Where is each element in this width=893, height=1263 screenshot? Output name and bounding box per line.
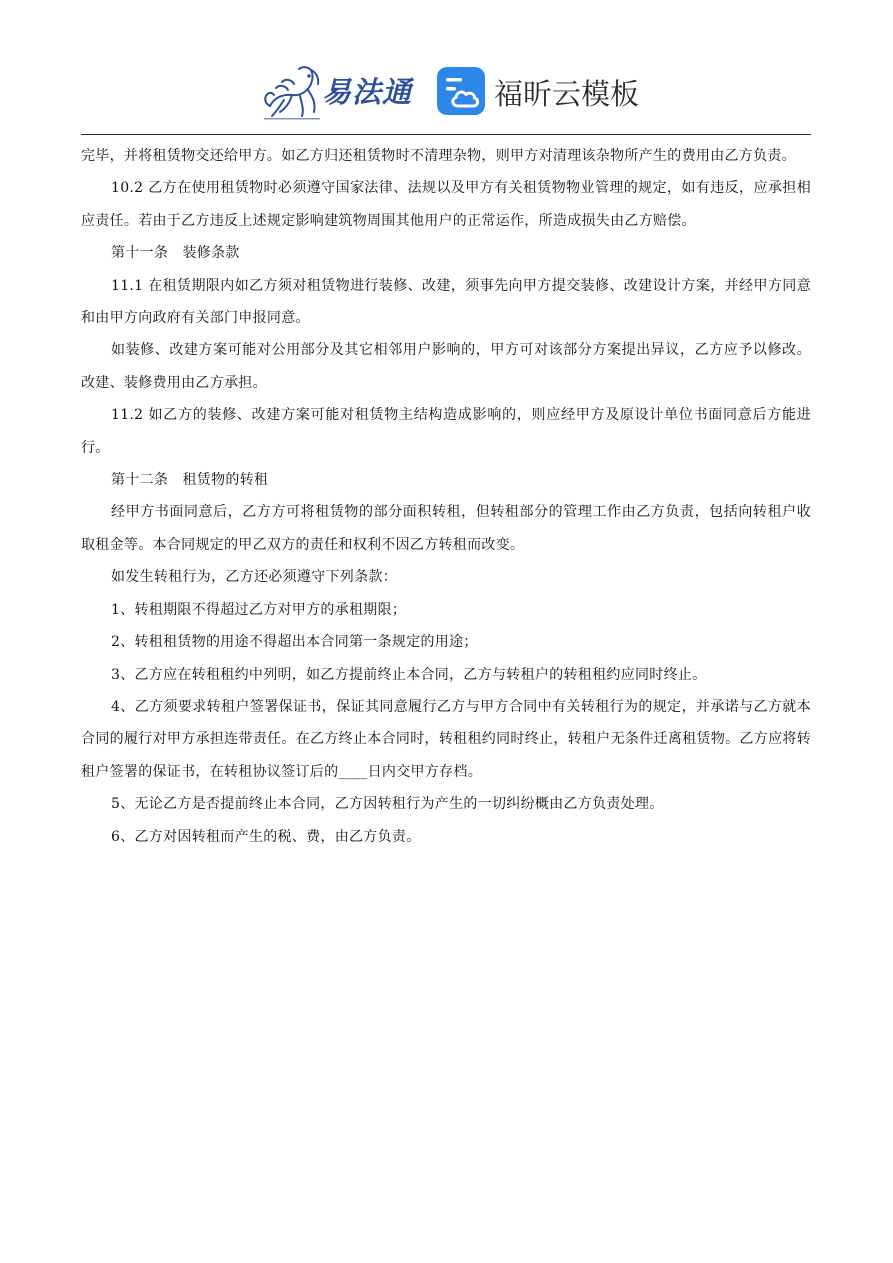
list-item: 3、乙方应在转租租约中列明，如乙方提前终止本合同，乙方与转租户的转租租约应同时终止。 [111,666,707,683]
paragraph: 完毕，并将租赁物交还给甲方。如乙方归还租赁物时不清理杂物，则甲方对清理该杂物所产生的费用由乙方负责。 [81,148,796,164]
paragraph: 10.2 乙方在使用租赁物时必须遵守国家法律、法规以及甲方有关租赁物物业管理的规定，如有违反，应承担相应责任。若由于乙方违反上述规定影响建筑物周围其他用户的正常运作，所造成损失由乙方赔偿。 [81,180,811,229]
list-item: 4、乙方须要求转租户签署保证书，保证其同意履行乙方与甲方合同中有关转租行为的规定，并承诺与乙方就本合同的履行对甲方承担连带责任。在乙方终止本合同时，转租租约同时终止，转租户无条件迁离租赁物。乙方应将转租户签署的保证书，在转租协议签订后的____日内交甲方存档。 [81,698,811,780]
list-item: 5、无论乙方是否提前终止本合同，乙方因转租行为产生的一切纠纷概由乙方负责处理。 [111,796,664,813]
section-heading: 第十二条 租赁物的转租 [111,472,269,489]
list-item: 6、乙方对因转租而产生的税、费，由乙方负责。 [111,828,421,845]
paragraph: 11.2 如乙方的装修、改建方案可能对租赁物主结构造成影响的，则应经甲方及原设计单位书面同意后方能进行。 [81,407,811,456]
paragraph: 11.1 在租赁期限内如乙方须对租赁物进行装修、改建，须事先向甲方提交装修、改建设计方案，并经甲方同意和由甲方向政府有关部门申报同意。 [81,277,811,327]
brand-foxit-template-label: 福昕云模板 [494,77,640,111]
page-header [0,0,893,136]
paragraph: 经甲方书面同意后，乙方方可将租赁物的部分面积转租，但转租部分的管理工作由乙方负责，包括向转租户收取租金等。本合同规定的甲乙双方的责任和权利不因乙方转租而改变。 [81,504,811,553]
brand-yifatong-label: 易法通 [322,75,413,109]
list-item: 2、转租租赁物的用途不得超出本合同第一条规定的用途； [111,634,478,651]
paragraph: 如发生转租行为，乙方还必须遵守下列条款： [111,569,397,586]
section-heading: 第十一条 装修条款 [111,245,240,262]
foxit-cloud-logo-icon [436,66,486,116]
document-body [81,140,811,853]
header-divider [81,134,811,135]
paragraph: 如装修、改建方案可能对公用部分及其它相邻用户影响的，甲方可对该部分方案提出异议，乙方应予以修改。改建、装修费用由乙方承担。 [81,342,811,391]
list-item: 1、转租期限不得超过乙方对甲方的承租期限； [111,601,407,618]
